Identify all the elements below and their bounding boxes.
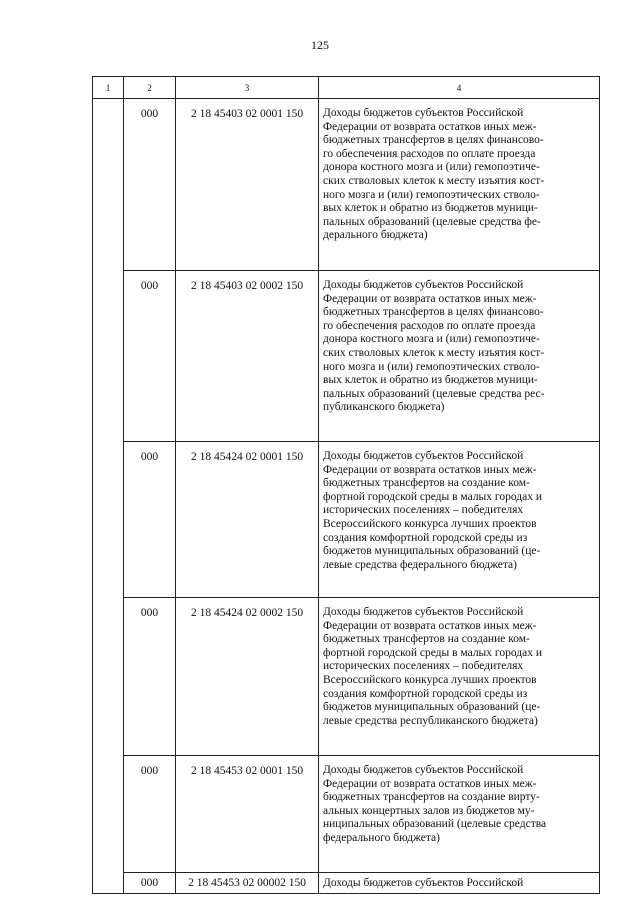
column-header-4: 4 — [319, 77, 600, 99]
table-row — [93, 756, 600, 873]
description-cell: Доходы бюджетов субъектов Российской Федерации от возврата остатков иных меж- бюджетных трансфертов на создание ком- фортной городской среды в малых городах и исторических поселениях – победителях Всероссийского конкурса лучших проектов создания комфортной городской среды из бюджетов муниципальных образований (це- левые средства федерального бюджета) — [319, 442, 600, 598]
table-row — [93, 598, 600, 756]
budget-code-cell: 2 18 45453 02 00002 150 — [176, 873, 319, 894]
description-cell: Доходы бюджетов субъектов Российской Федерации от возврата остатков иных меж- бюджетных трансфертов в целях финансово- го обеспечения расходов по оплате проезда донора костного мозга и (или) гемопоэтиче- ских стволовых клеток к месту изъятия кост- ного мозга и (или) гемопоэтических стволо- вых клеток и обратно из бюджетов муници- пальных образований (целевые средства фе- дерального бюджета) — [319, 99, 600, 271]
table-row — [93, 442, 600, 598]
description-cell: Доходы бюджетов субъектов Российской Федерации от возврата остатков иных меж- бюджетных трансфертов на создание вирту- альных концертных залов из бюджетов му- ниципальных образований (целевые средства федерального бюджета) — [319, 756, 600, 873]
admin-code-cell: 000 — [124, 873, 176, 894]
table-row — [93, 271, 600, 442]
page-number: 125 — [311, 38, 329, 52]
table-header-row — [93, 77, 600, 99]
budget-revenue-table — [92, 76, 600, 894]
column-header-1: 1 — [93, 77, 124, 99]
budget-code-cell: 2 18 45403 02 0002 150 — [176, 271, 319, 442]
budget-code-cell: 2 18 45403 02 0001 150 — [176, 99, 319, 271]
table-row — [93, 873, 600, 894]
description-cell: Доходы бюджетов субъектов Российской Федерации от возврата остатков иных меж- бюджетных трансфертов в целях финансово- го обеспечения расходов по оплате проезда донора костного мозга и (или) гемопоэтиче- ских стволовых клеток к месту изъятия кост- ного мозга и (или) гемопоэтических стволо- вых клеток и обратно из бюджетов муници- пальных образований (целевые средства рес- публиканского бюджета) — [319, 271, 600, 442]
admin-code-cell: 000 — [124, 598, 176, 756]
column-header-2: 2 — [124, 77, 176, 99]
description-cell: Доходы бюджетов субъектов Российской — [319, 873, 600, 894]
description-cell: Доходы бюджетов субъектов Российской Федерации от возврата остатков иных меж- бюджетных трансфертов на создание ком- фортной городской среды в малых городах и исторических поселениях – победителях Всероссийского конкурса лучших проектов создания комфортной городской среды из бюджетов муниципальных образований (це- левые средства республиканского бюджета) — [319, 598, 600, 756]
column-header-3: 3 — [176, 77, 319, 99]
admin-code-cell: 000 — [124, 271, 176, 442]
budget-code-cell: 2 18 45453 02 0001 150 — [176, 756, 319, 873]
empty-column-1-cell — [93, 99, 124, 894]
admin-code-cell: 000 — [124, 99, 176, 271]
budget-code-cell: 2 18 45424 02 0001 150 — [176, 442, 319, 598]
admin-code-cell: 000 — [124, 756, 176, 873]
budget-code-cell: 2 18 45424 02 0002 150 — [176, 598, 319, 756]
table-row — [93, 99, 600, 271]
admin-code-cell: 000 — [124, 442, 176, 598]
